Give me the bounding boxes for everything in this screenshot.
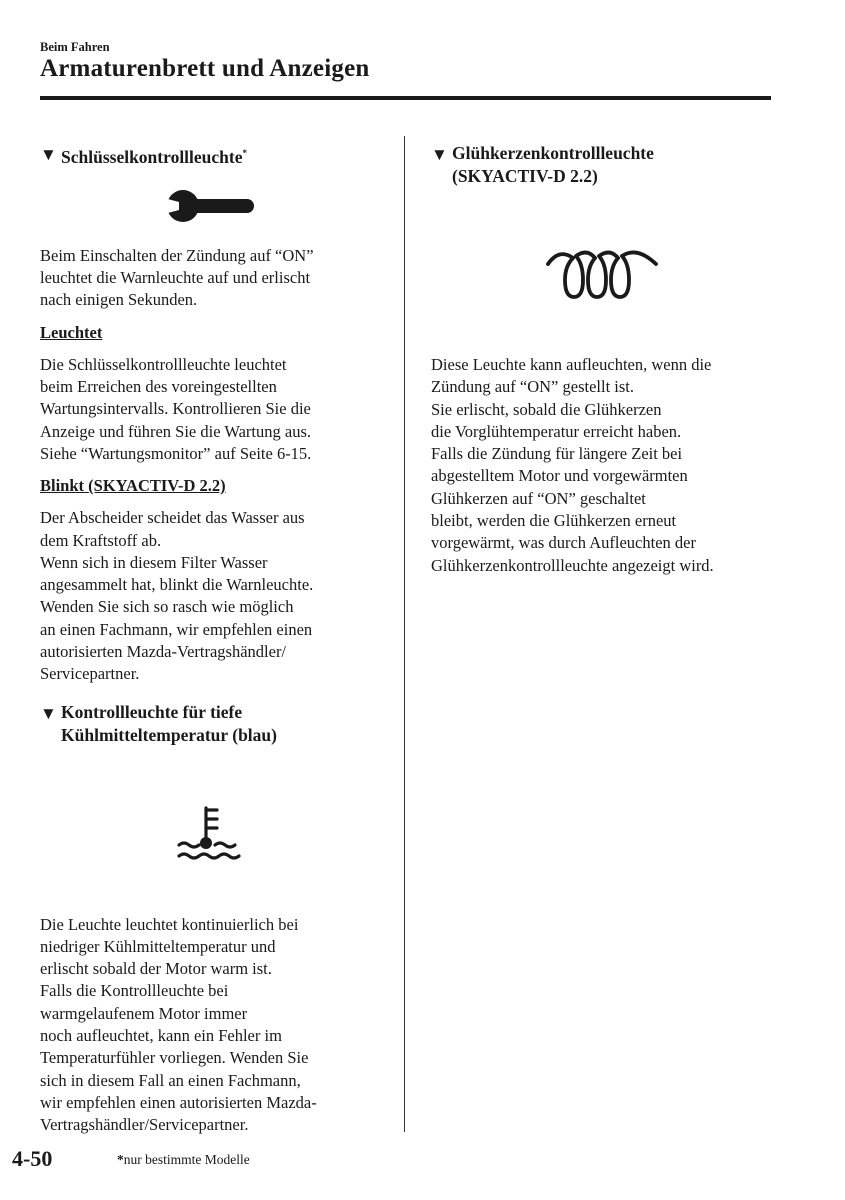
left-column <box>40 142 376 1137</box>
right-column <box>431 142 776 577</box>
page-number: 4-50 <box>12 1146 53 1171</box>
glow-plug-text: Diese Leuchte kann aufleuchten, wenn die Zündung auf “ON” gestellt ist. Sie erlischt, sobald die Glühkerzen die Vorglühtemperatur erreicht haben. Falls die Zündung für längere Zeit bei abgestelltem Motor und vorgewärmten Glühkerzen auf “ON” geschaltet bleibt, werden die Glühkerzen erneut vorgewärmt, was durch Aufleuchten der Glühkerzenkontrollleuchte angezeigt wird. <box>431 355 714 575</box>
title-rule <box>40 96 771 100</box>
subheading-leuchtet: Leuchtet <box>40 322 103 342</box>
key-light-intro: Beim Einschalten der Zündung auf “ON” leuchtet die Warnleuchte auf und erlischt nach einigen Sekunden. <box>40 245 314 310</box>
footnote: *nur bestimmte Modelle <box>117 1152 250 1167</box>
triangle-marker-icon: ▼ <box>431 145 448 164</box>
coolant-temperature-icon <box>175 805 376 863</box>
leuchtet-text: Die Schlüsselkontrollleuchte leuchtet beim Erreichen des voreingestellten Wartungsintervalls. Kontrollieren Sie die Anzeige und führen Sie die Wartung aus. Siehe “Wartungsmonitor” auf Seite 6-15. <box>40 354 312 463</box>
heading-glow-plug: ▼ Glühkerzenkontrollleuchte (SKYACTIV-D 2.2) <box>431 143 654 186</box>
wrench-icon <box>164 189 376 223</box>
heading-key-light: ▼ Schlüsselkontrollleuchte* <box>40 145 248 167</box>
subheading-blinkt: Blinkt (SKYACTIV-D 2.2) <box>40 476 226 496</box>
page-title: Armaturenbrett und Anzeigen <box>40 55 370 82</box>
triangle-marker-icon: ▼ <box>40 145 57 164</box>
triangle-marker-icon: ▼ <box>40 703 57 723</box>
column-divider <box>404 136 405 1132</box>
glow-plug-coil-icon <box>545 244 776 302</box>
section-label: Beim Fahren <box>40 40 110 54</box>
blinkt-text: Der Abscheider scheidet das Wasser aus dem Kraftstoff ab. Wenn sich in diesem Filter Wasser angesammelt hat, blinkt die Warnleuchte. Wenden Sie sich so rasch wie möglich an einen Fachmann, wir empfehlen einen autorisierten Mazda-Vertragshändler/ Servicepartner. <box>40 508 314 684</box>
coolant-text: Die Leuchte leuchtet kontinuierlich bei niedriger Kühlmitteltemperatur und erlischt sobald der Motor warm ist. Falls die Kontrollleuchte bei warmgelaufenem Motor immer noch aufleuchtet, kann ein Fehler im Temperaturfühler vorliegen. Wenden Sie sich in diesem Fall an einen Fachmann, wir empfehlen einen autorisierten Mazda- Vertragshändler/Servicepartner. <box>40 914 317 1135</box>
heading-coolant: ▼ Kontrollleuchte für tiefe Kühlmitteltemperatur (blau) <box>40 701 277 745</box>
